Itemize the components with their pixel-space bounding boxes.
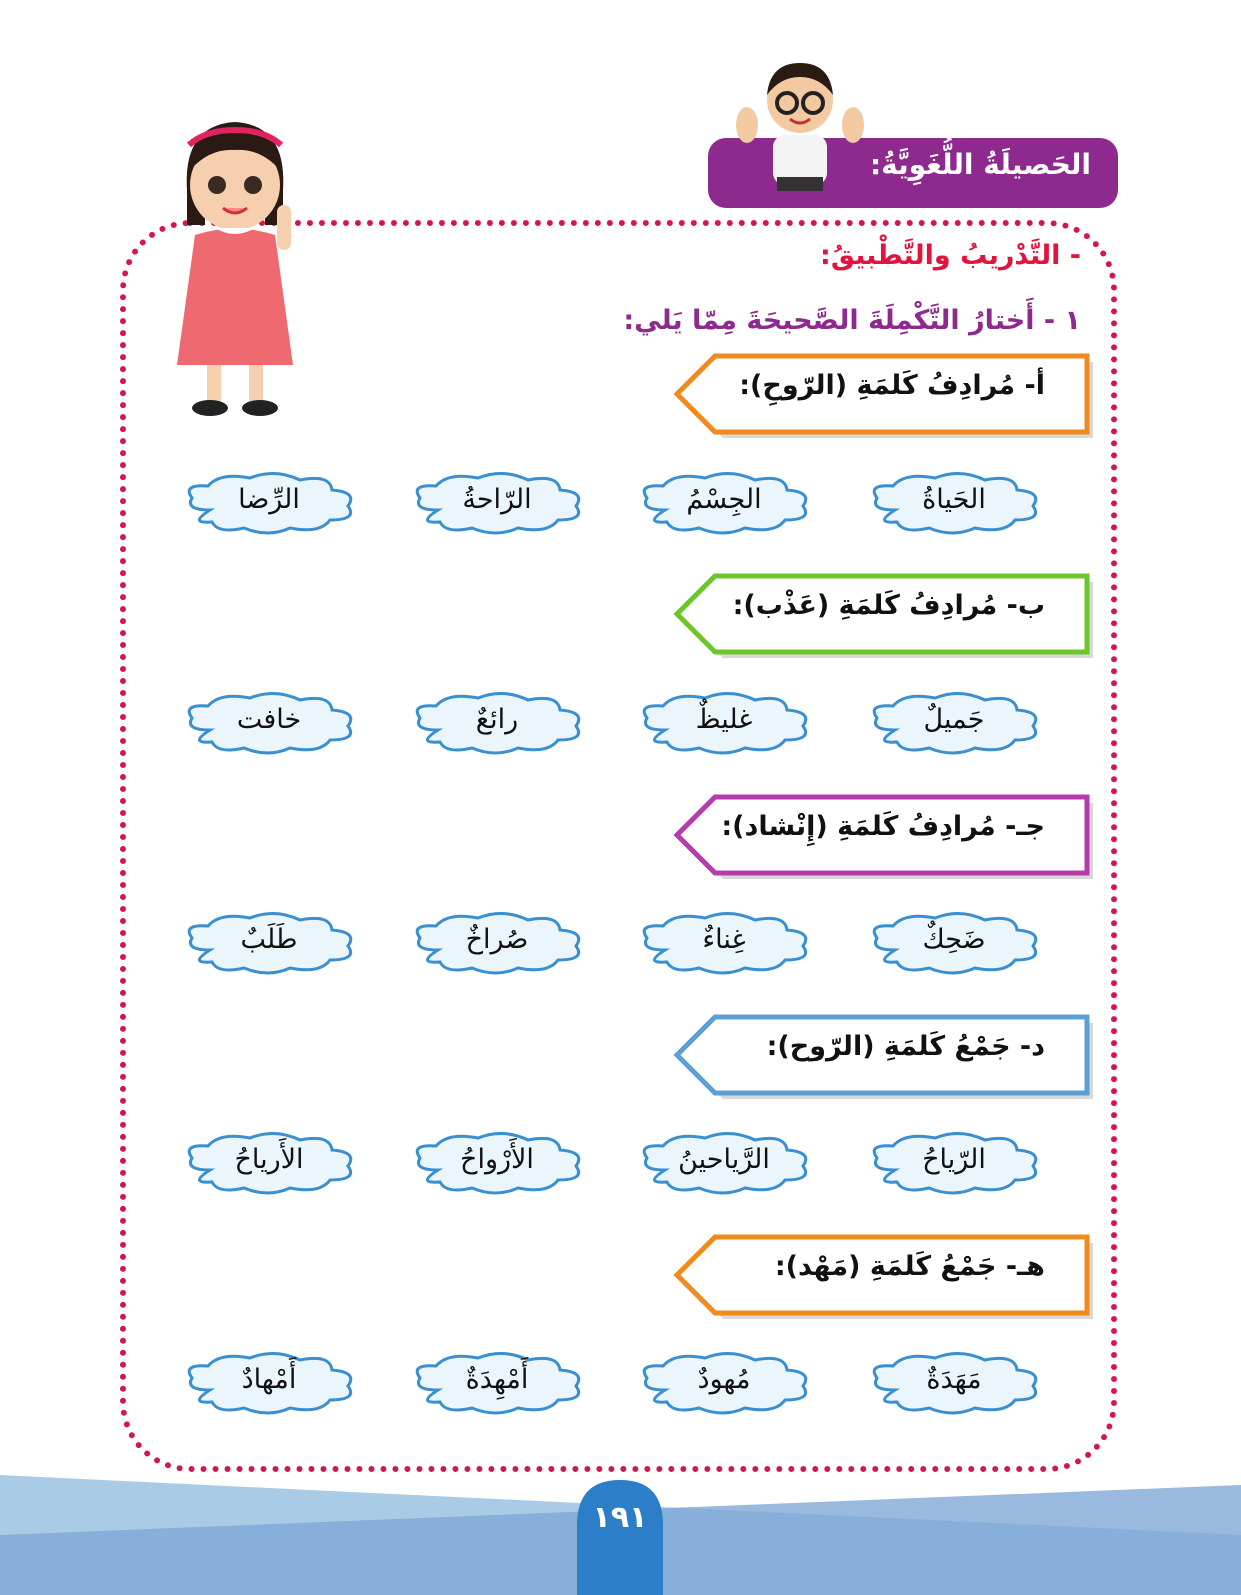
answer-text: أَمْهادٌ — [241, 1364, 297, 1395]
question-tag-4 — [673, 1013, 1093, 1091]
answer-option[interactable] — [635, 1130, 813, 1196]
answer-option[interactable] — [180, 1130, 358, 1196]
answer-option[interactable] — [865, 470, 1043, 536]
boy-illustration — [735, 55, 865, 195]
question-tag-1 — [673, 352, 1093, 430]
answer-text: طَلَبٌ — [240, 924, 298, 955]
answer-text: الرِّضا — [238, 484, 300, 515]
answer-text: الرَّياحينُ — [678, 1144, 770, 1175]
answer-option[interactable] — [865, 910, 1043, 976]
page-number: ١٩١ — [592, 1500, 648, 1535]
question-title: ١ - أَختارُ التَّكْمِلَةَ الصَّحيحَةَ مِمّا يَلي: — [623, 305, 1081, 336]
answer-option[interactable] — [180, 910, 358, 976]
answer-option[interactable] — [865, 690, 1043, 756]
header-title: الحَصيلَةُ اللُّغَوِيَّةُ: — [869, 148, 1091, 181]
answer-text: أَمْهِدَةٌ — [465, 1364, 529, 1395]
answer-option[interactable] — [635, 690, 813, 756]
answer-option[interactable] — [408, 910, 586, 976]
answer-text: ضَحِكٌ — [922, 924, 986, 955]
answer-text: جَميلٌ — [923, 704, 985, 735]
answer-text: غليظٌ — [695, 704, 753, 735]
answer-option[interactable] — [180, 470, 358, 536]
answer-text: الرّاحةُ — [462, 484, 532, 515]
answer-option[interactable] — [635, 470, 813, 536]
question-label: هـ- جَمْعُ كَلمَةِ (مَهْد): — [774, 1251, 1045, 1282]
question-tag-3 — [673, 793, 1093, 871]
question-tag-2 — [673, 572, 1093, 650]
answer-text: الحَياةُ — [922, 484, 986, 515]
answer-option[interactable] — [180, 1350, 358, 1416]
answer-text: رائعٌ — [475, 704, 519, 735]
question-label: جـ- مُرادِفُ كَلمَةِ (إِنْشاد): — [721, 811, 1045, 842]
answer-text: خافت — [236, 704, 302, 735]
answer-text: صُراخٌ — [465, 924, 529, 955]
answer-option[interactable] — [865, 1130, 1043, 1196]
answer-text: الأَرْواحُ — [460, 1144, 534, 1175]
question-tag-5 — [673, 1233, 1093, 1311]
answer-option[interactable] — [408, 1350, 586, 1416]
answer-option[interactable] — [408, 470, 586, 536]
answer-text: الرّياحُ — [922, 1144, 986, 1175]
question-label: أ- مُرادِفُ كَلمَةِ (الرّوحِ): — [739, 370, 1045, 401]
answer-text: مَهَدَةٌ — [926, 1364, 982, 1395]
answer-text: غِناءٌ — [702, 924, 746, 955]
footer-band — [0, 1475, 1241, 1595]
answer-option[interactable] — [635, 1350, 813, 1416]
answer-text: مُهودٌ — [697, 1364, 751, 1395]
answer-option[interactable] — [408, 690, 586, 756]
answer-text: الأَرياحُ — [234, 1144, 304, 1175]
girl-illustration — [165, 110, 315, 430]
answer-text: الجِسْمُ — [686, 484, 762, 515]
answer-option[interactable] — [180, 690, 358, 756]
section-heading: - التَّدْريبُ والتَّطْبيقُ: — [820, 240, 1081, 271]
answer-option[interactable] — [408, 1130, 586, 1196]
answer-option[interactable] — [865, 1350, 1043, 1416]
question-label: ب- مُرادِفُ كَلمَةِ (عَذْب): — [732, 590, 1045, 621]
answer-option[interactable] — [635, 910, 813, 976]
question-label: د- جَمْعُ كَلمَةِ (الرّوح): — [766, 1031, 1045, 1062]
